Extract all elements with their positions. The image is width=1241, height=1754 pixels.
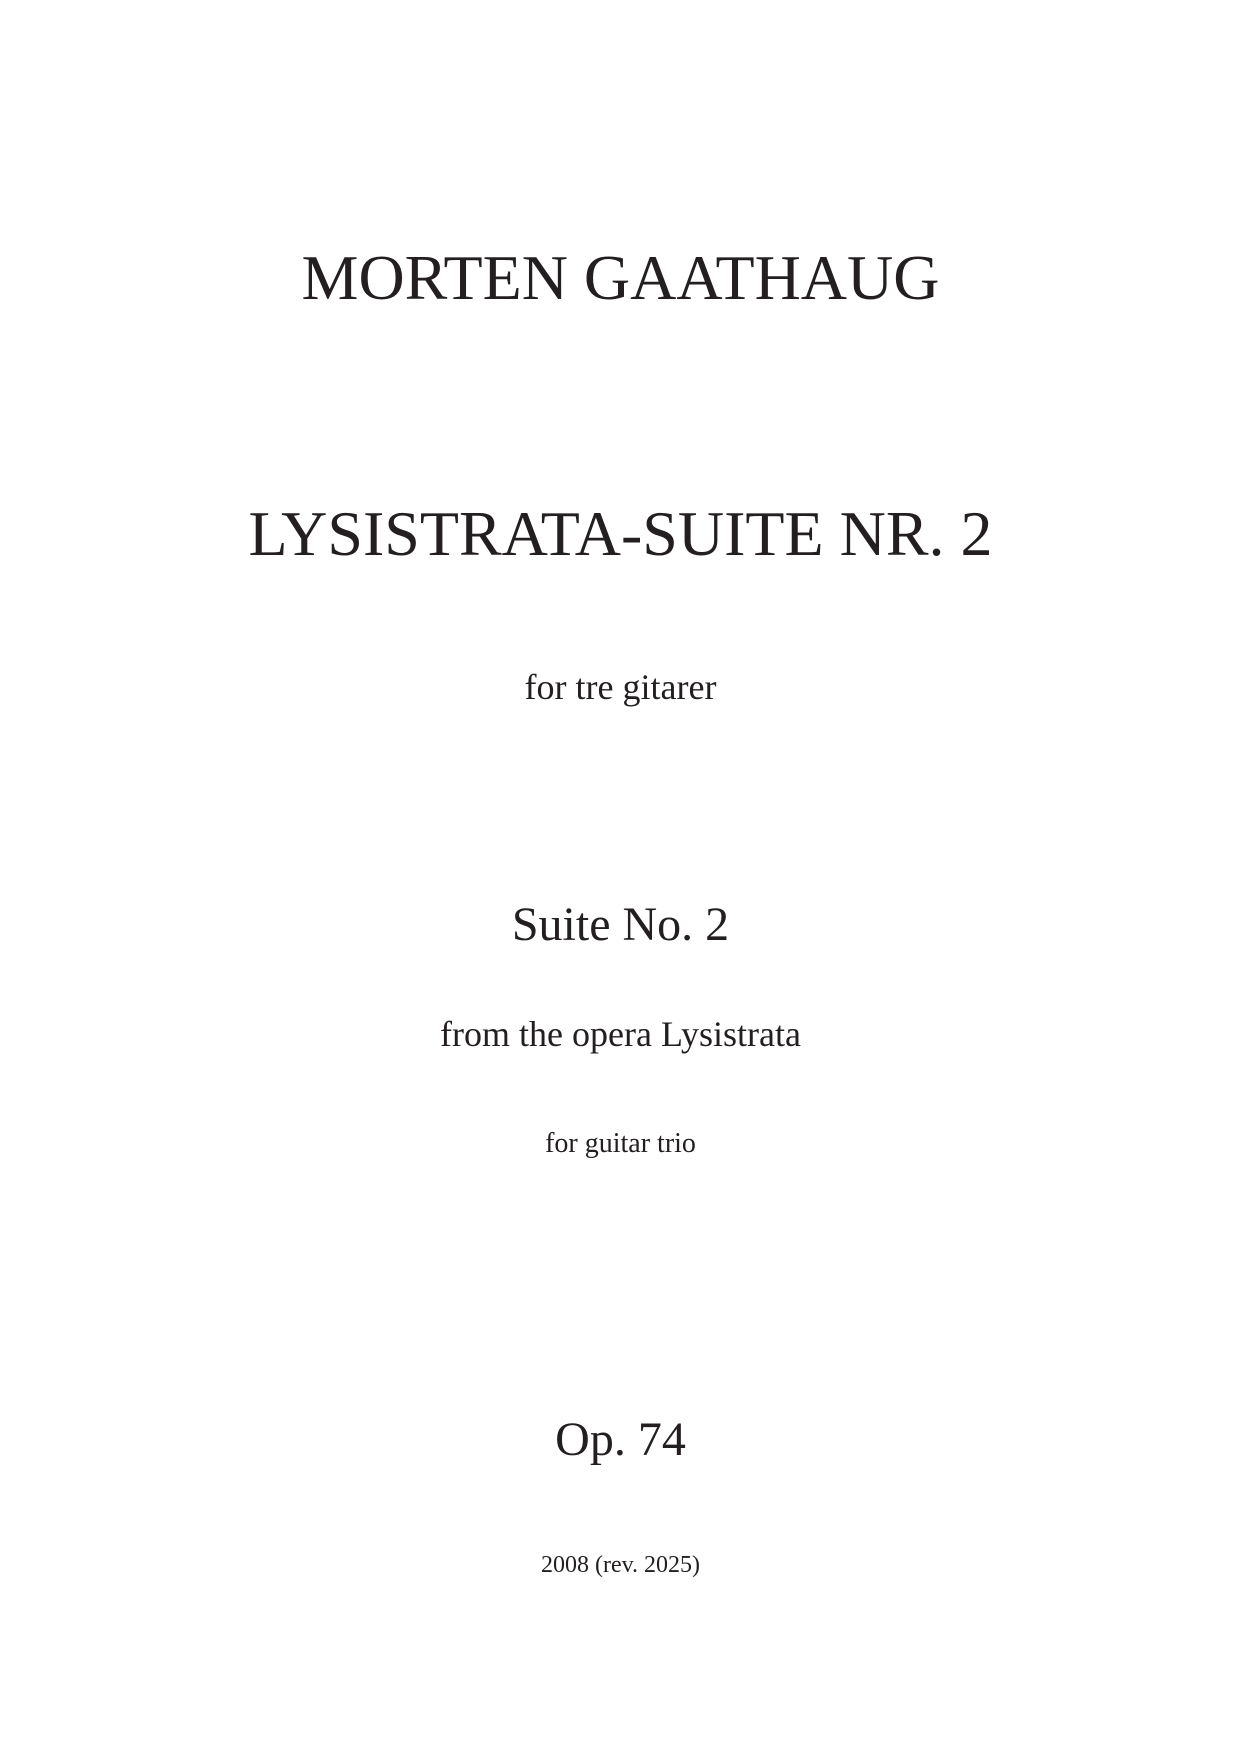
- source-opera: from the opera Lysistrata: [440, 1014, 801, 1054]
- composition-date: 2008 (rev. 2025): [540, 1552, 701, 1578]
- work-title-english: Suite No. 2: [511, 898, 730, 951]
- opus-number: Op. 74: [555, 1413, 686, 1466]
- work-title: LYSISTRATA-SUITE NR. 2: [248, 498, 993, 569]
- instrumentation-norwegian: for tre gitarer: [524, 667, 717, 707]
- instrumentation-english: for guitar trio: [545, 1128, 696, 1159]
- composer-name: MORTEN GAATHAUG: [301, 242, 940, 313]
